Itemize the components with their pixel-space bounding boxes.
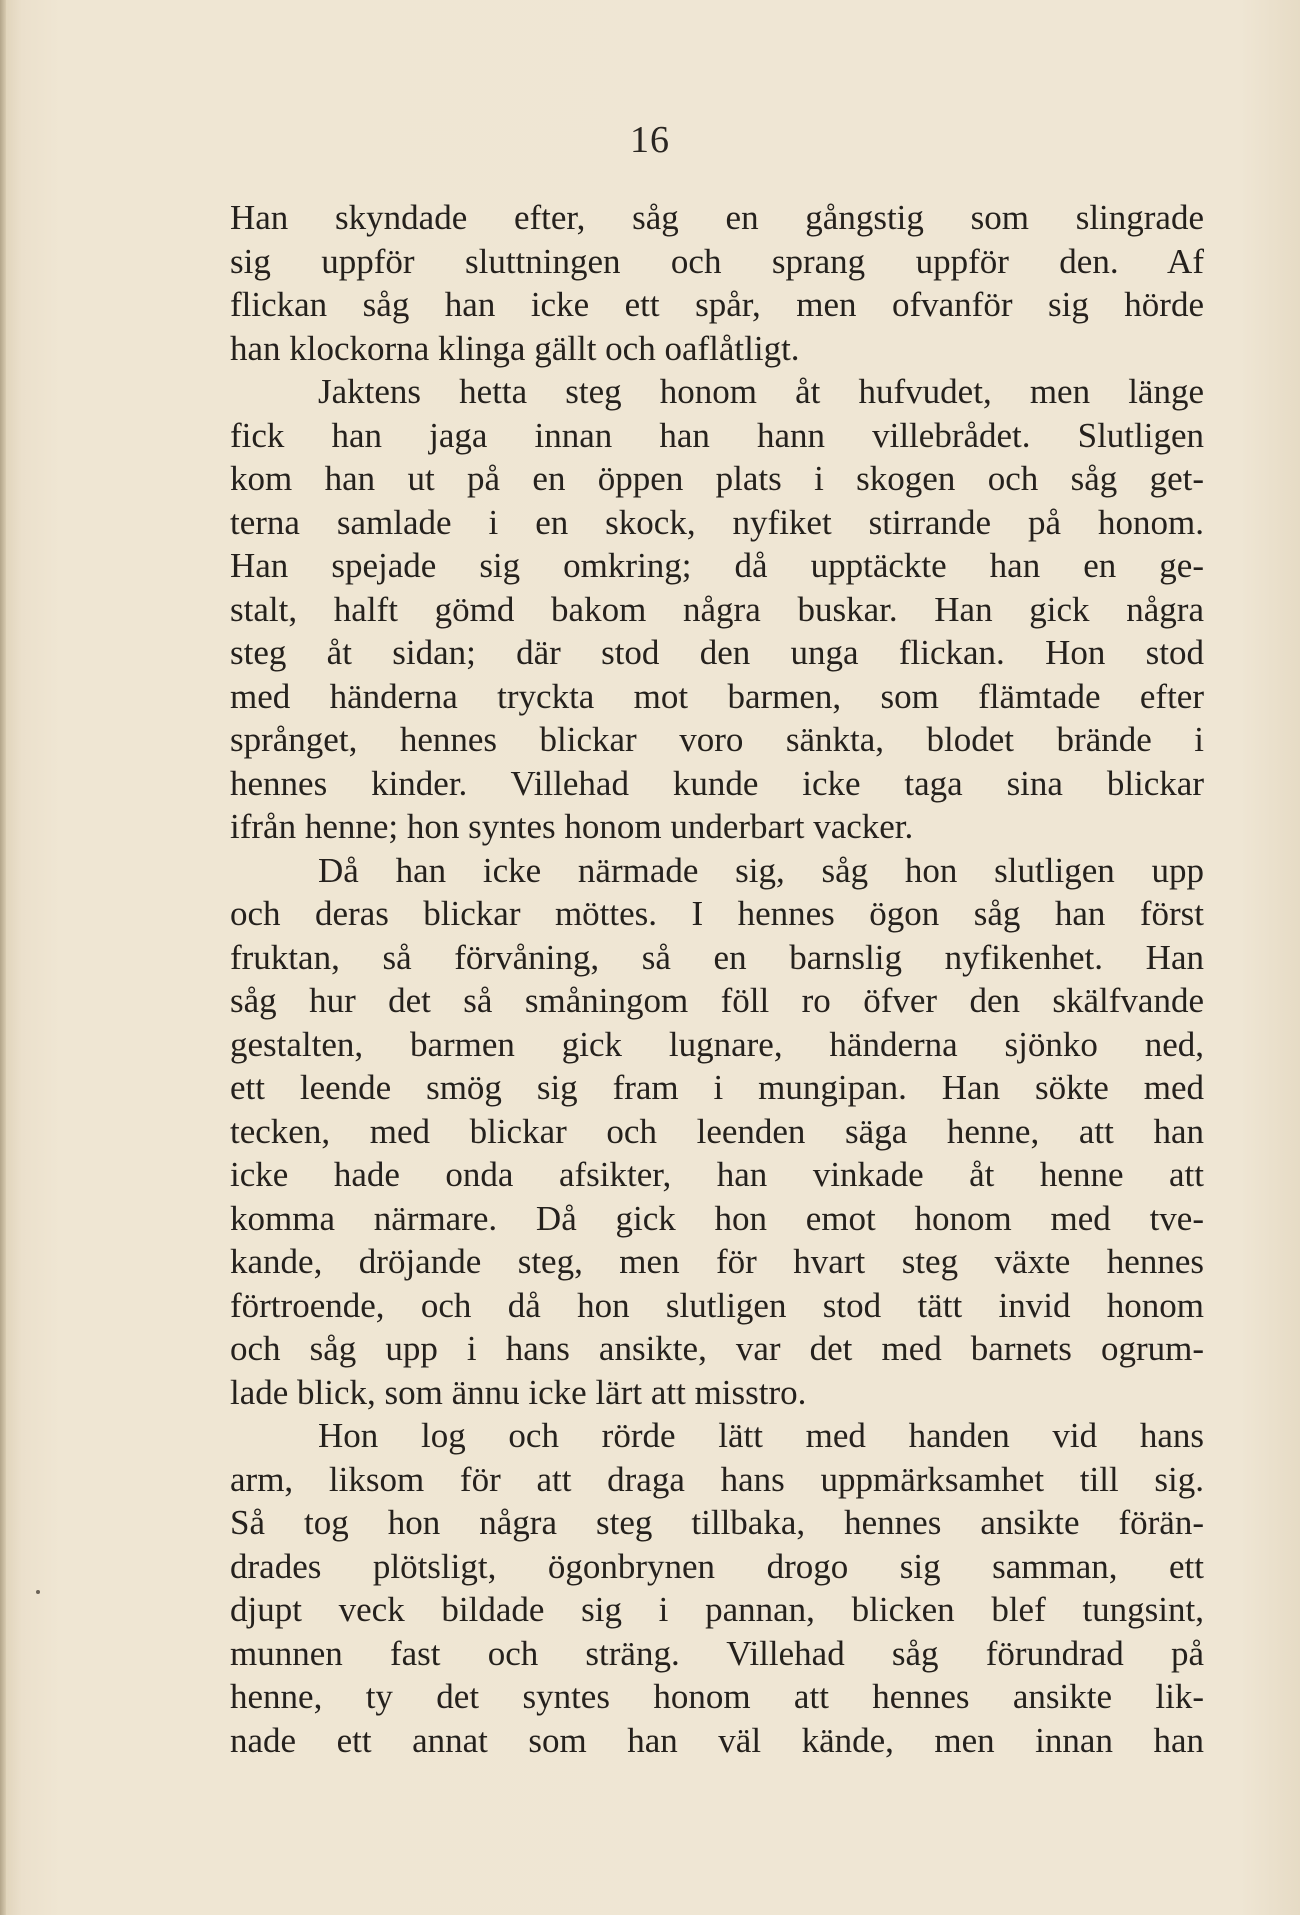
text-line: Jaktens hetta steg honom åt hufvudet, men länge [318,372,1204,411]
text-line: fick han jaga innan han hann villebrådet. Slutligen [230,415,1204,455]
text-line: tecken, med blickar och leenden säga henne, att han [230,1111,1204,1151]
text-line: och deras blickar möttes. I hennes ögon såg han först [230,894,1204,933]
text-line: Hon log och rörde lätt med handen vid hans [318,1416,1204,1455]
text-line: arm, liksom för att draga hans uppmärksamhet till sig. [230,1459,1204,1499]
text-line: gestalten, barmen gick lugnare, händerna sjönko ned, [230,1024,1204,1064]
text-line: kom han ut på en öppen plats i skogen och såg get- [230,459,1204,498]
body-text [230,196,1204,1762]
text-line: förtroende, och då hon slutligen stod tätt invid honom [230,1285,1204,1325]
paragraph [230,849,1204,1415]
text-line: nade ett annat som han väl kände, men innan han [230,1720,1204,1760]
text-line: ett leende smög sig fram i mungipan. Han sökte med [230,1068,1204,1107]
text-line: Han skyndade efter, såg en gångstig som slingrade [230,198,1204,237]
text-line: djupt veck bildade sig i pannan, blicken blef tungsint, [230,1590,1204,1629]
text-line: steg åt sidan; där stod den unga flickan. Hon stod [230,633,1204,672]
text-line: lade blick, som ännu icke lärt att misstro. [230,1372,807,1412]
page-number: 16 [630,119,670,161]
text-line: drades plötsligt, ögonbrynen drogo sig samman, ett [230,1546,1204,1586]
text-line: fruktan, så förvåning, så en barnslig nyfikenhet. Han [230,937,1204,977]
text-line: icke hade onda afsikter, han vinkade åt henne att [230,1155,1204,1194]
page-edge [0,0,6,1915]
paragraph [230,1414,1204,1762]
text-line: med händerna tryckta mot barmen, som flämtade efter [230,676,1204,716]
text-line: henne, ty det syntes honom att hennes ansikte lik- [230,1677,1204,1716]
paragraph [230,370,1204,849]
text-line: munnen fast och sträng. Villehad såg förundrad på [230,1633,1204,1673]
paper-speck [36,1590,40,1594]
text-line: sig uppför sluttningen och sprang uppför den. Af [230,241,1204,281]
text-line: såg hur det så småningom föll ro öfver den skälfvande [230,981,1204,1020]
text-line: Han spejade sig omkring; då upptäckte han en ge- [230,546,1204,585]
text-line: flickan såg han icke ett spår, men ofvanför sig hörde [230,285,1204,324]
text-line: han klockorna klinga gällt och oaflåtligt. [230,328,800,368]
text-line: komma närmare. Då gick hon emot honom med tve- [230,1198,1204,1238]
paragraph [230,196,1204,370]
text-line: hennes kinder. Villehad kunde icke taga sina blickar [230,763,1204,803]
text-line: ifrån henne; hon syntes honom underbart vacker. [230,807,914,846]
text-line: terna samlade i en skock, nyfiket stirrande på honom. [230,502,1204,542]
text-line: Då han icke närmade sig, såg hon slutligen upp [318,850,1204,890]
text-line: och såg upp i hans ansikte, var det med barnets ogrum- [230,1329,1204,1368]
text-line: språnget, hennes blickar voro sänkta, blodet brände i [230,720,1204,759]
text-line: Så tog hon några steg tillbaka, hennes ansikte förän- [230,1503,1204,1542]
text-line: stalt, halft gömd bakom några buskar. Han gick några [230,589,1204,629]
text-line: kande, dröjande steg, men för hvart steg växte hennes [230,1242,1204,1281]
